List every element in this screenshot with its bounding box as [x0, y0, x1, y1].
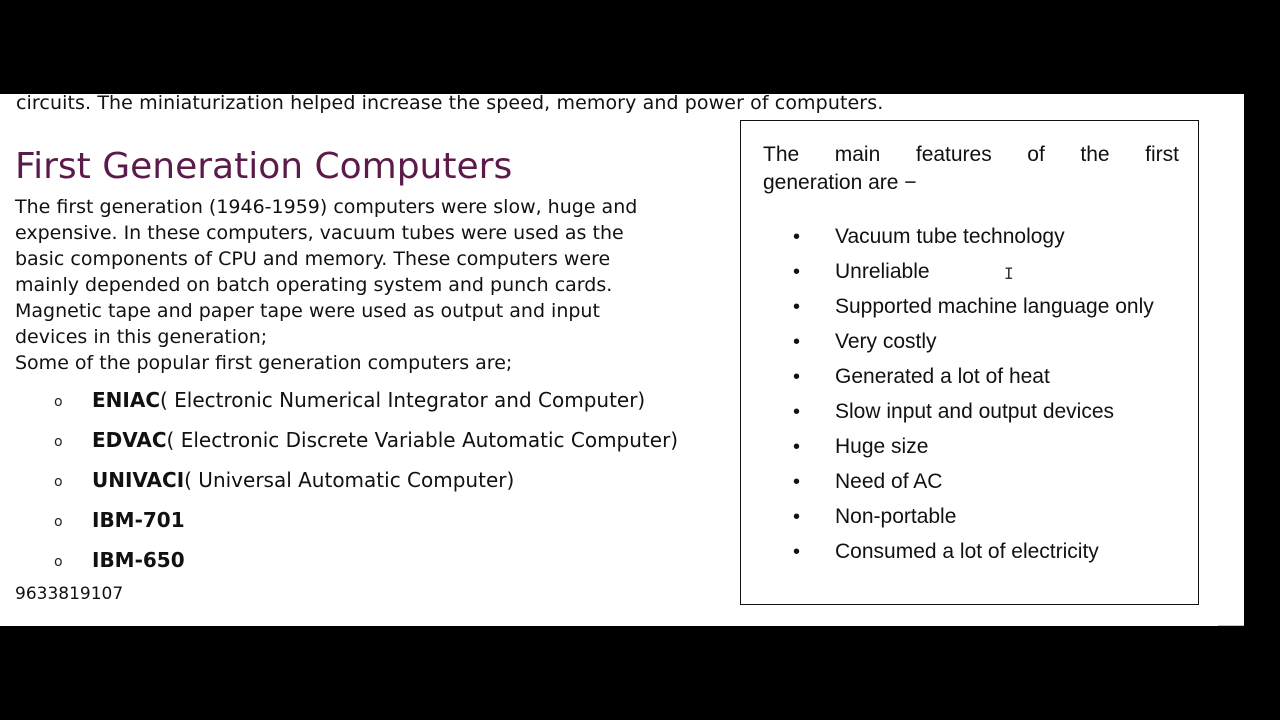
list-item: [54, 548, 678, 588]
circle-bullet-icon: o: [54, 474, 63, 490]
features-intro-line: generation are −: [763, 171, 917, 194]
list-item: [54, 468, 678, 508]
intro-line: The first generation (1946-1959) computers were slow, huge and: [15, 196, 638, 218]
list-item: [54, 508, 678, 548]
features-list: [793, 223, 1173, 573]
intro-paragraph: [15, 194, 637, 376]
phone-number: 9633819107: [15, 584, 124, 604]
computer-description: ( Universal Automatic Computer): [184, 468, 515, 492]
list-item: [54, 428, 678, 468]
list-item: • Generated a lot of heat: [793, 363, 1173, 391]
features-intro: [763, 141, 1179, 197]
computer-description: ( Electronic Numerical Integrator and Computer): [160, 388, 646, 412]
computer-name: IBM-701: [92, 508, 185, 532]
circle-bullet-icon: o: [54, 434, 63, 450]
list-item: [54, 388, 678, 428]
computer-name: ENIAC: [92, 388, 160, 412]
intro-line: Magnetic tape and paper tape were used as output and input: [15, 300, 600, 322]
list-item: • Supported machine language only: [793, 293, 1173, 321]
circle-bullet-icon: o: [54, 514, 63, 530]
list-item: • Huge size: [793, 433, 1173, 461]
document-page: [0, 94, 1244, 626]
list-item: • Very costly: [793, 328, 1173, 356]
computer-name: IBM-650: [92, 548, 185, 572]
computer-name: EDVAC: [92, 428, 167, 452]
list-item: • Slow input and output devices: [793, 398, 1173, 426]
corner-accent: [1218, 625, 1244, 626]
circle-bullet-icon: o: [54, 394, 63, 410]
computer-description: ( Electronic Discrete Variable Automatic Computer): [166, 428, 679, 452]
features-box: [740, 120, 1199, 605]
features-intro-line: The main features of the first: [763, 143, 1179, 166]
section-heading: First Generation Computers: [15, 146, 513, 187]
computer-name: UNIVACI: [92, 468, 185, 492]
list-item: • Consumed a lot of electricity: [793, 538, 1173, 566]
list-item: • Unreliable: [793, 258, 1173, 286]
intro-line: devices in this generation;: [15, 326, 268, 348]
intro-line: basic components of CPU and memory. These computers were: [15, 248, 611, 270]
text-cursor-icon: I: [1004, 264, 1014, 283]
intro-line: Some of the popular first generation computers are;: [15, 352, 513, 374]
circle-bullet-icon: o: [54, 554, 63, 570]
list-item: • Non-portable: [793, 503, 1173, 531]
previous-paragraph-tail: circuits. The miniaturization helped increase the speed, memory and power of computers.: [16, 94, 884, 114]
computer-list: [54, 388, 678, 588]
list-item: • Need of AC: [793, 468, 1173, 496]
intro-line: mainly depended on batch operating system and punch cards.: [15, 274, 613, 296]
intro-line: expensive. In these computers, vacuum tubes were used as the: [15, 222, 624, 244]
list-item: • Vacuum tube technology: [793, 223, 1173, 251]
